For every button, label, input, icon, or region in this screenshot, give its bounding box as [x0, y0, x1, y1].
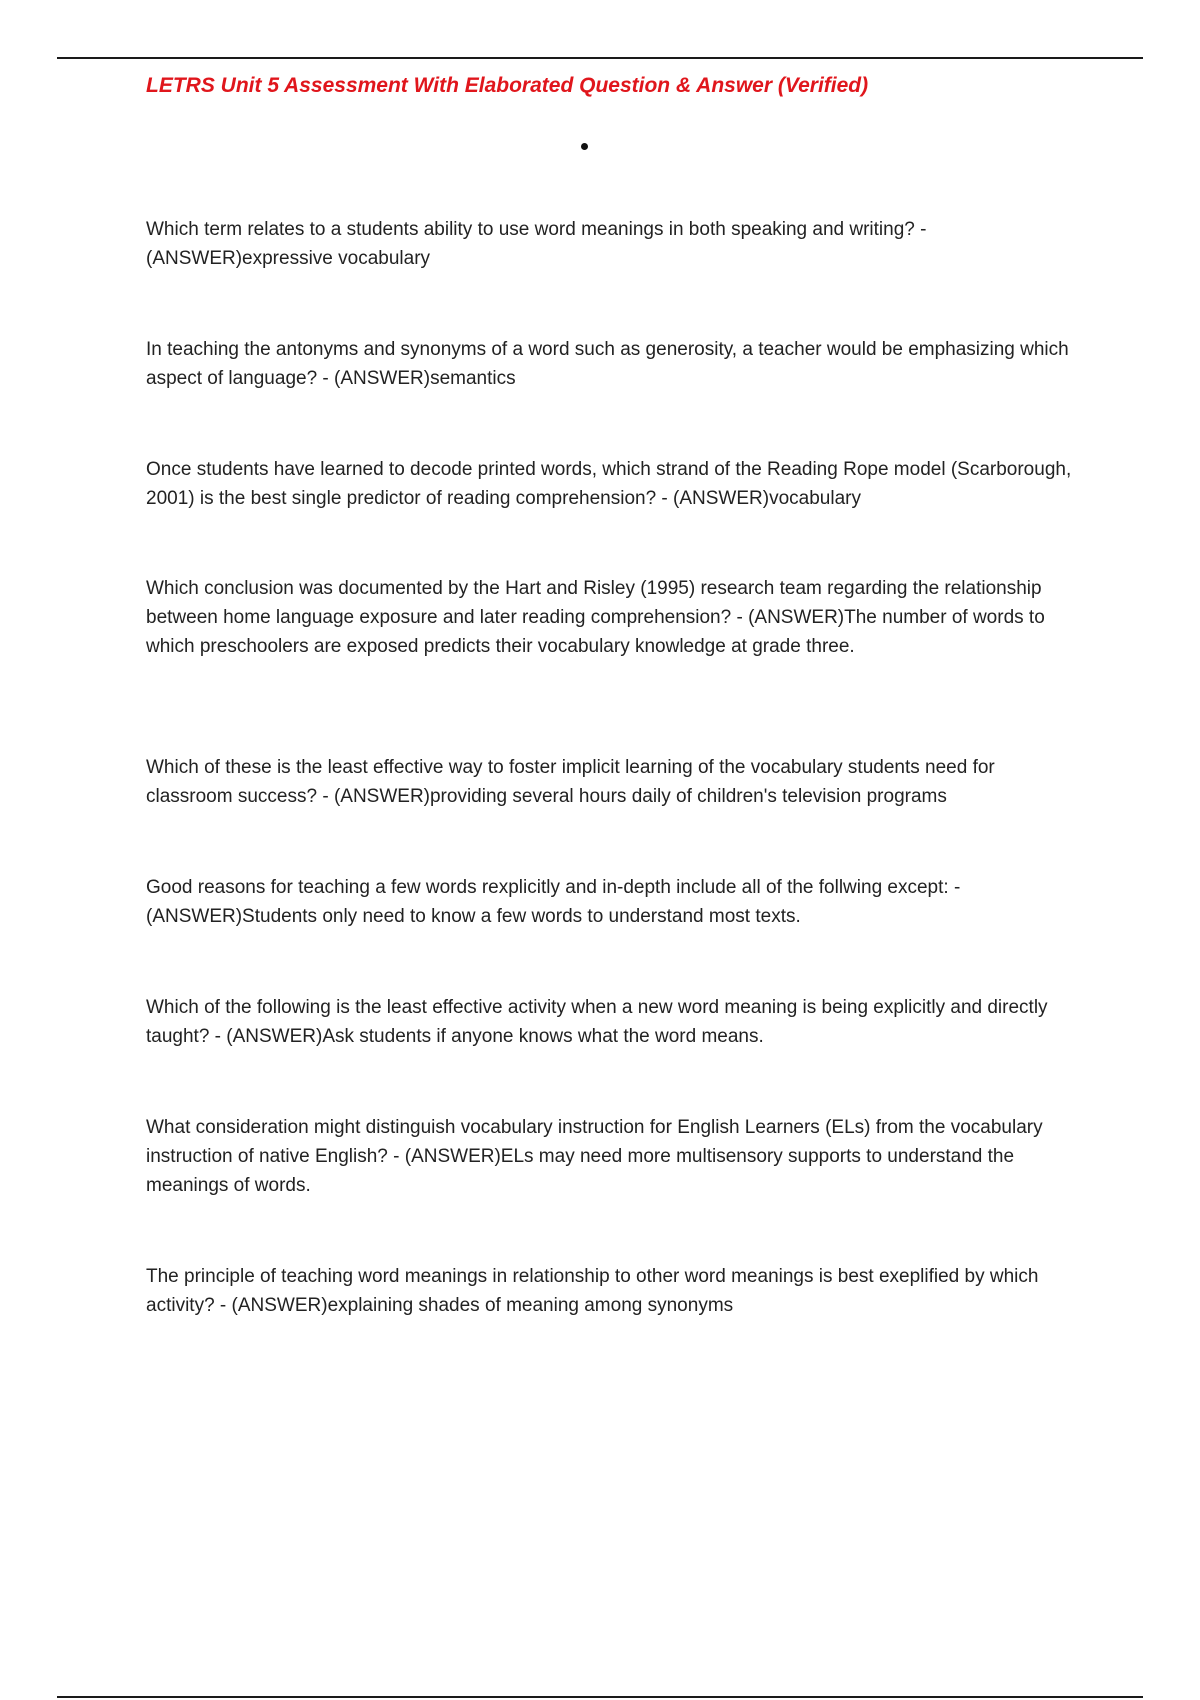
document-title: LETRS Unit 5 Assessment With Elaborated Question & Answer (Verified) [146, 74, 869, 97]
bullet-icon [581, 143, 588, 150]
top-rule [57, 57, 1143, 59]
qa-item-9: The principle of teaching word meanings in relationship to other word meanings is best exeplified by which activity? - (ANSWER)explaining shades of meaning among synonyms [146, 1266, 1039, 1316]
qa-item-2: In teaching the antonyms and synonyms of a word such as generosity, a teacher would be emphasizing which aspect of language? - (ANSWER)semantics [146, 339, 1069, 389]
qa-item-6: Good reasons for teaching a few words rexplicitly and in-depth include all of the follwing except: - (ANSWER)Students only need to know a few words to understand most texts. [146, 877, 961, 927]
qa-item-8: What consideration might distinguish vocabulary instruction for English Learners (ELs) from the vocabulary instruction of native English? - (ANSWER)ELs may need more multisensory supports to understand the meanings of words. [146, 1117, 1043, 1196]
bottom-rule [57, 1696, 1143, 1698]
qa-item-7: Which of the following is the least effective activity when a new word meaning is being explicitly and directly taught? - (ANSWER)Ask students if anyone knows what the word means. [146, 997, 1048, 1047]
qa-item-3: Once students have learned to decode printed words, which strand of the Reading Rope model (Scarborough, 2001) is the best single predictor of reading comprehension? - (ANSWER)vocabulary [146, 459, 1072, 509]
qa-item-5: Which of these is the least effective way to foster implicit learning of the vocabulary students need for classroom success? - (ANSWER)providing several hours daily of children's television programs [146, 757, 995, 807]
qa-item-4: Which conclusion was documented by the Hart and Risley (1995) research team regarding the relationship between home language exposure and later reading comprehension? - (ANSWER)The number of words to which preschoolers are exposed predicts their vocabulary knowledge at grade three. [146, 578, 1045, 657]
qa-item-1: Which term relates to a students ability to use word meanings in both speaking and writing? - (ANSWER)expressive vocabulary [146, 219, 927, 269]
